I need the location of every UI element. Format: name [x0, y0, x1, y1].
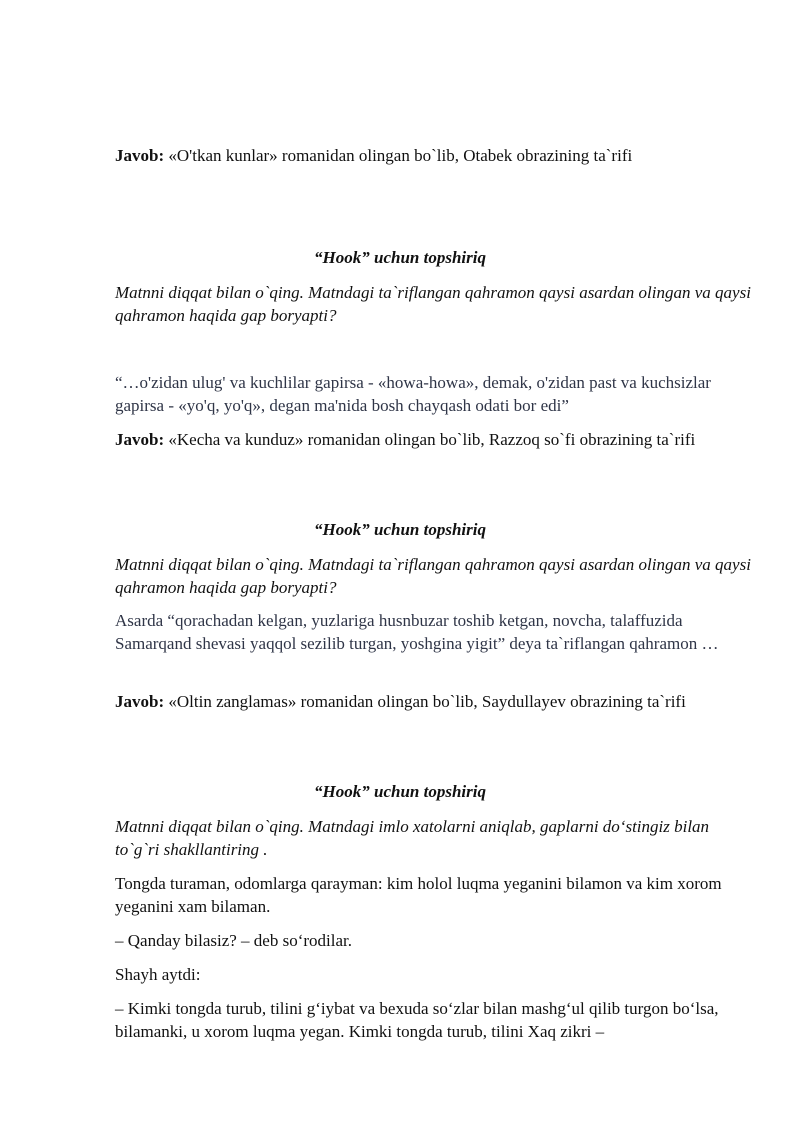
answer-label: Javob:	[115, 146, 165, 165]
quote-1: “…o'zidan ulug' va kuchlilar gapirsa - «howa-howa», demak, o'zidan past va kuchsizlar gapirsa - «yo'q, yo'q», degan ma'nida bosh chayqash odati bor edi”	[115, 373, 711, 415]
hook-title-3: “Hook” uchun topshiriq	[314, 782, 486, 801]
task-3-prompt: Matnni diqqat bilan o`qing. Matndagi imlo xatolarni aniqlab, gaplarni do‘stingiz bilan to`g`ri shakllantiring .	[115, 817, 710, 859]
answer-text: «O'tkan kunlar» romanidan olingan bo`lib, Otabek obrazining ta`rifi	[168, 146, 633, 165]
answer-3	[115, 690, 755, 713]
task-1-prompt: Matnni diqqat bilan o`qing. Matndagi ta`riflangan qahramon qaysi asardan olingan va qaysi qahramon haqida gap boryapti?	[115, 283, 751, 325]
answer-label: Javob:	[115, 430, 165, 449]
text-paragraph-3: Shayh aytdi:	[115, 965, 201, 984]
text-paragraph-4: – Kimki tongda turub, tilini g‘iybat va bexuda so‘zlar bilan mashg‘ul qilib turgon bo‘lsa, bilamanki, u xorom luqma yegan. Kimki tongda turub, tilini Xaq zikri –	[115, 999, 719, 1041]
hook-title-1: “Hook” uchun topshiriq	[314, 248, 486, 267]
text-paragraph-1: Tongda turaman, odomlarga qarayman: kim holol luqma yeganini bilamon va kim xorom yeganini xam bilaman.	[115, 874, 722, 916]
answer-text: «Kecha va kunduz» romanidan olingan bo`lib, Razzoq so`fi obrazining ta`rifi	[168, 430, 696, 449]
answer-1	[115, 144, 755, 167]
quote-2: Asarda “qorachadan kelgan, yuzlariga husnbuzar toshib ketgan, novcha, talaffuzida Samarqand shevasi yaqqol sezilib turgan, yoshgina yigit” deya ta`riflangan qahramon …	[115, 611, 719, 653]
answer-2	[115, 428, 755, 451]
hook-title-2: “Hook” uchun topshiriq	[314, 520, 486, 539]
answer-label: Javob:	[115, 692, 165, 711]
task-2-prompt: Matnni diqqat bilan o`qing. Matndagi ta`riflangan qahramon qaysi asardan olingan va qaysi qahramon haqida gap boryapti?	[115, 555, 751, 597]
text-paragraph-2: – Qanday bilasiz? – deb so‘rodilar.	[115, 931, 352, 950]
answer-text: «Oltin zanglamas» romanidan olingan bo`lib, Saydullayev obrazining ta`rifi	[168, 692, 686, 711]
